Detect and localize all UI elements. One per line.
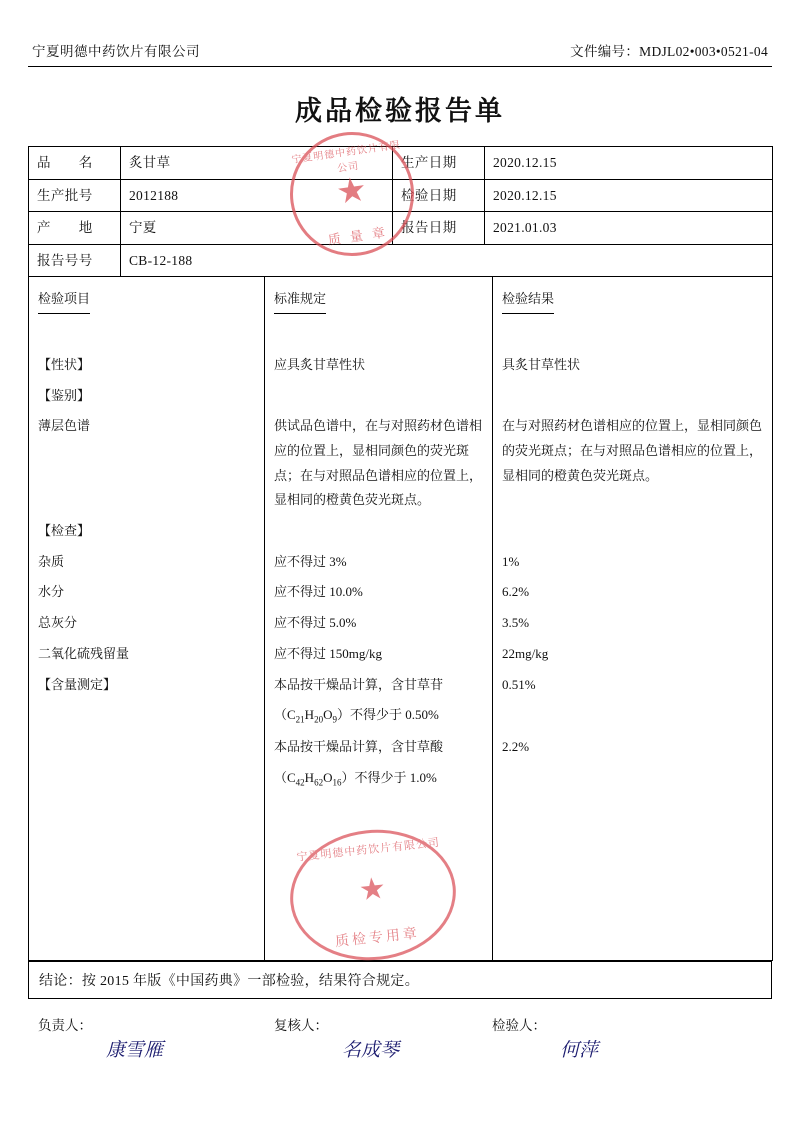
- table-row: [29, 244, 773, 277]
- spec-assay-glycyrrhizic-line1: 本品按干燥品计算，含甘草酸: [265, 732, 493, 763]
- item-assay-cont2: [29, 732, 265, 763]
- formula-part: H: [304, 707, 315, 723]
- spacer-row: [29, 328, 773, 350]
- label-batch-no: 生产批号: [29, 179, 121, 212]
- result-identification: [493, 381, 773, 412]
- item-impurity: 杂质: [29, 547, 265, 578]
- result-impurity: 1%: [493, 547, 773, 578]
- inspection-results-table: [28, 277, 773, 961]
- item-character: 【性状】: [29, 350, 265, 381]
- header-divider: [28, 66, 772, 67]
- column-header-spec: 标准规定: [265, 277, 493, 328]
- formula-sub: 16: [332, 777, 342, 788]
- stamp-bottom-text: 质检专用章: [334, 926, 421, 951]
- formula-part: H: [304, 769, 315, 785]
- item-examination: 【检查】: [29, 516, 265, 547]
- results-header-row: [29, 277, 773, 328]
- result-total-ash: 3.5%: [493, 608, 773, 639]
- blank-cell-spec: [265, 794, 493, 961]
- value-production-date: 2020.12.15: [485, 147, 773, 180]
- table-row: [29, 516, 773, 547]
- signature-label-responsible: 负责人：: [38, 1018, 92, 1034]
- value-report-no: CB-12-188: [121, 244, 773, 277]
- result-assay-glycyrrhizic-cont: [493, 763, 773, 795]
- formula-part: （C: [274, 707, 296, 723]
- table-row: [29, 763, 773, 795]
- product-info-table: [28, 146, 773, 277]
- page-title: 成品检验报告单: [295, 96, 505, 126]
- result-character: 具炙甘草性状: [493, 350, 773, 381]
- spec-assay-liquiritin-formula: [265, 700, 493, 732]
- formula-sub: 20: [314, 714, 324, 725]
- spec-examination: [265, 516, 493, 547]
- blank-cell-item: [29, 794, 265, 961]
- signature-name-reviewer: 名成琴: [342, 1039, 400, 1062]
- spec-assay-liquiritin-line1: 本品按干燥品计算，含甘草苷: [265, 670, 493, 701]
- value-product-name: 炙甘草: [121, 147, 393, 180]
- formula-part: O: [323, 707, 333, 723]
- spec-tlc: 供试品色谱中，在与对照药材色谱相应的位置上，显相同颜色的荧光斑点；在与对照品色谱相应的位置上，显相同的橙黄色荧光斑点。: [265, 411, 493, 516]
- label-product-name: 品 名: [29, 147, 121, 180]
- column-header-item: 检验项目: [29, 277, 265, 328]
- formula-sub: 42: [295, 777, 305, 788]
- item-so2-residue: 二氧化硫残留量: [29, 639, 265, 670]
- table-row: [29, 639, 773, 670]
- signature-name-responsible: 康雪雁: [106, 1039, 164, 1062]
- table-row: [29, 608, 773, 639]
- formula-sub: 21: [295, 714, 305, 725]
- label-inspection-date: 检验日期: [393, 179, 485, 212]
- formula-part: （C: [274, 769, 296, 785]
- signature-reviewer: [274, 1009, 492, 1062]
- value-origin: 宁夏: [121, 212, 393, 245]
- stamp-top-text: 宁夏明德中药饮片有限公司: [290, 139, 402, 175]
- item-identification: 【鉴别】: [29, 381, 265, 412]
- table-row: [29, 147, 773, 180]
- signature-row: [28, 999, 772, 1062]
- spec-character: 应具炙甘草性状: [265, 350, 493, 381]
- result-moisture: 6.2%: [493, 577, 773, 608]
- table-row: [29, 381, 773, 412]
- signature-inspector: [492, 1009, 742, 1062]
- company-name: 宁夏明德中药饮片有限公司: [32, 44, 200, 59]
- column-header-result: 检验结果: [493, 277, 773, 328]
- blank-area-row: [29, 794, 773, 961]
- table-row: [29, 732, 773, 763]
- label-origin: 产 地: [29, 212, 121, 245]
- formula-part: ）不得少于 1.0%: [341, 769, 437, 785]
- spec-impurity: 应不得过 3%: [265, 547, 493, 578]
- result-assay-liquiritin: 0.51%: [493, 670, 773, 701]
- value-report-date: 2021.01.03: [485, 212, 773, 245]
- label-production-date: 生产日期: [393, 147, 485, 180]
- item-total-ash: 总灰分: [29, 608, 265, 639]
- table-row: [29, 212, 773, 245]
- stamp-bottom-text: 质 量 章: [326, 224, 389, 248]
- item-moisture: 水分: [29, 577, 265, 608]
- value-inspection-date: 2020.12.15: [485, 179, 773, 212]
- spec-so2-residue: 应不得过 150mg/kg: [265, 639, 493, 670]
- spec-identification: [265, 381, 493, 412]
- result-so2-residue: 22mg/kg: [493, 639, 773, 670]
- item-tlc: 薄层色谱: [29, 411, 265, 516]
- formula-sub: 62: [314, 777, 324, 788]
- signature-label-inspector: 检验人：: [492, 1018, 546, 1034]
- signature-responsible: [38, 1009, 274, 1062]
- star-icon: ★: [357, 871, 388, 908]
- item-assay-cont: [29, 700, 265, 732]
- result-assay-glycyrrhizic: 2.2%: [493, 732, 773, 763]
- item-assay: 【含量测定】: [29, 670, 265, 701]
- signature-name-inspector: 何萍: [560, 1039, 599, 1062]
- value-batch-no: 2012188: [121, 179, 393, 212]
- item-assay-cont3: [29, 763, 265, 795]
- result-assay-liquiritin-cont: [493, 700, 773, 732]
- table-row: [29, 179, 773, 212]
- formula-part: O: [323, 769, 333, 785]
- star-icon: ★: [333, 170, 370, 212]
- label-report-date: 报告日期: [393, 212, 485, 245]
- formula-part: ）不得少于 0.50%: [336, 707, 439, 723]
- conclusion-text: 结论：按 2015 年版《中国药典》一部检验，结果符合规定。: [28, 961, 772, 999]
- table-row: [29, 411, 773, 516]
- table-row: [29, 577, 773, 608]
- blank-cell-result: [493, 794, 773, 961]
- table-row: [29, 350, 773, 381]
- document-header: [28, 40, 772, 66]
- result-examination: [493, 516, 773, 547]
- signature-label-reviewer: 复核人：: [274, 1018, 328, 1034]
- spec-moisture: 应不得过 10.0%: [265, 577, 493, 608]
- spec-total-ash: 应不得过 5.0%: [265, 608, 493, 639]
- result-tlc: 在与对照药材色谱相应的位置上，显相同颜色的荧光斑点；在与对照品色谱相应的位置上，显相同的橙黄色荧光斑点。: [493, 411, 773, 516]
- stamp-top-text: 宁夏明德中药饮片有限公司: [296, 836, 441, 864]
- table-row: [29, 547, 773, 578]
- formula-sub: 9: [332, 714, 337, 725]
- document-code: 文件编号：MDJL02•003•0521-04: [570, 44, 768, 59]
- spec-assay-glycyrrhizic-formula: [265, 763, 493, 795]
- label-report-no: 报告号号: [29, 244, 121, 277]
- table-row: [29, 700, 773, 732]
- table-row: [29, 670, 773, 701]
